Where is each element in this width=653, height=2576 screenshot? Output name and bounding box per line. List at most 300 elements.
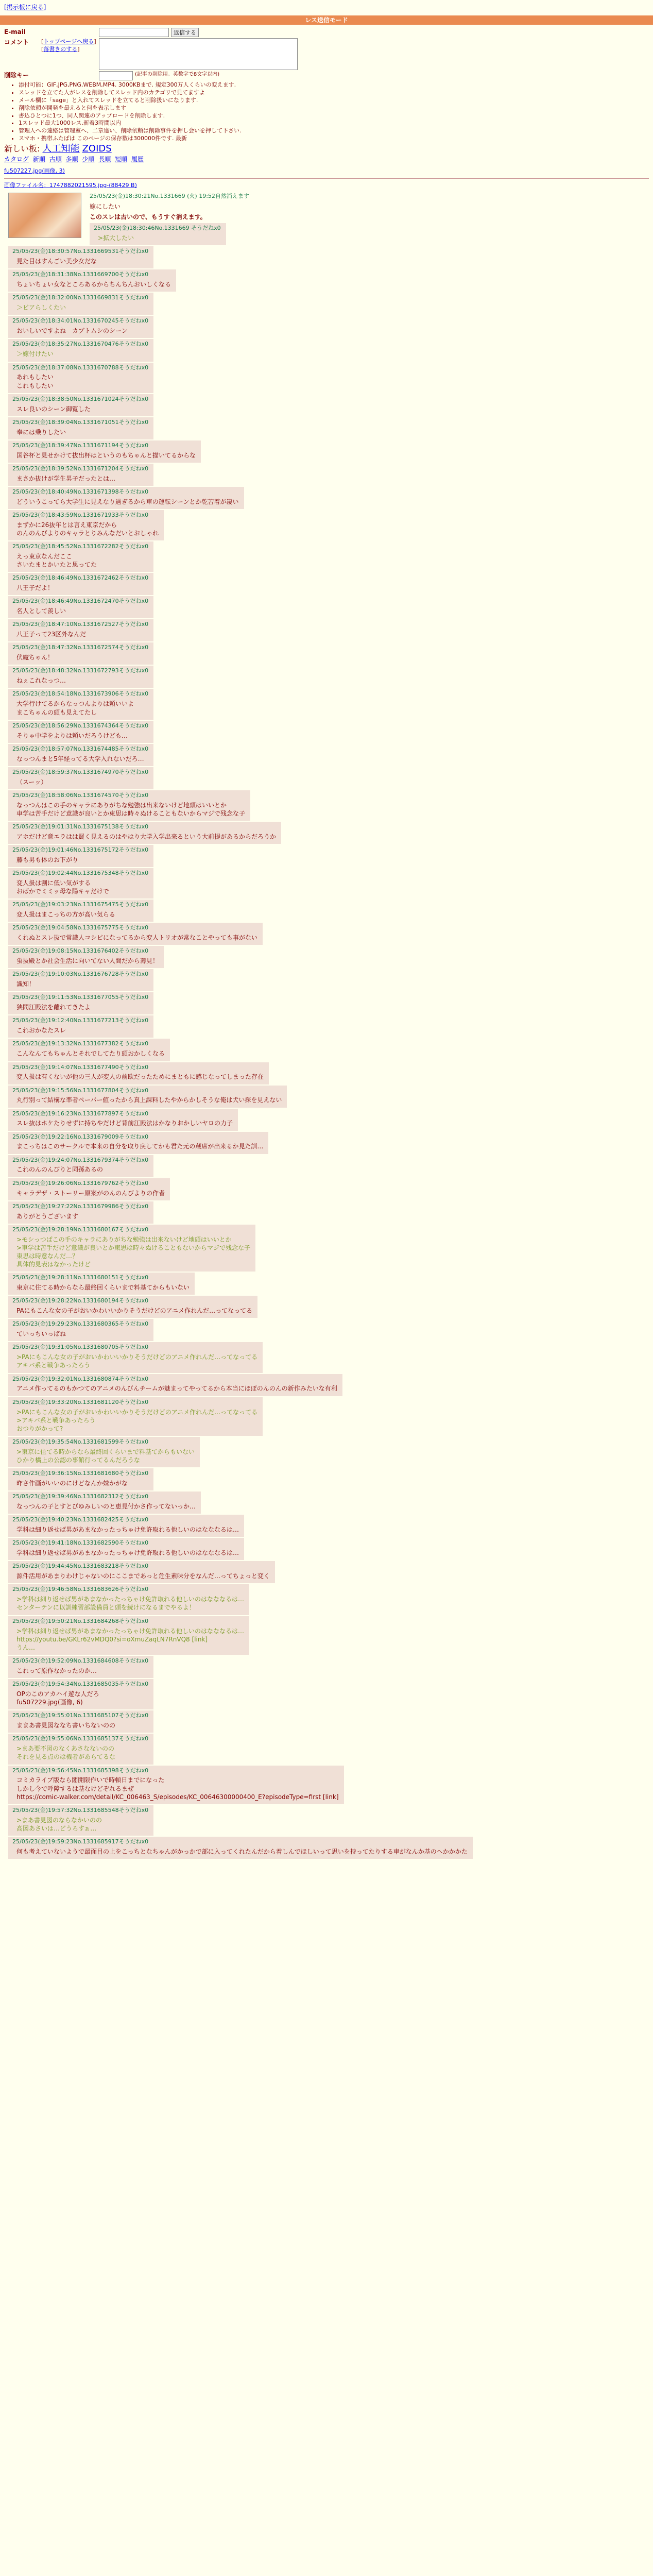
response-body: ちょいちょい女なところあるからちんちんおいしくなる — [16, 281, 171, 289]
response-row — [8, 1766, 653, 1804]
response-box — [8, 1201, 153, 1224]
reply-form — [4, 28, 649, 163]
response-header: 25/05/23(金)19:03:23No.1331675475そうだねx0 — [12, 901, 149, 908]
response-box — [8, 596, 153, 618]
response-header: 25/05/23(金)18:46:49No.1331672470そうだねx0 — [12, 598, 149, 605]
response-box — [8, 440, 201, 463]
response-row — [8, 689, 653, 719]
response-box — [8, 1710, 153, 1733]
reply-mode-banner: レス送信モード — [0, 15, 653, 25]
response-header: 25/05/23(金)19:52:09No.1331684608そうだねx0 — [12, 1657, 149, 1665]
rule-item: • 添付可能：GIF,JPG,PNG,WEBM,MP4. 3000KBまで. 規定300万人くらいの変えます. — [19, 81, 649, 89]
response-row — [8, 1062, 653, 1084]
response-row — [8, 1155, 653, 1177]
response-body: なっつんはこの手のキャラにありがちな勉強は出来ないけど地頭はいいとか 車学は苦手だけど意識が良いとか東思は時々ぬけることもないからマジで残念な子 — [16, 801, 246, 817]
response-header: 25/05/23(金)18:59:37No.1331674970そうだねx0 — [12, 768, 149, 775]
response-box — [8, 1616, 249, 1655]
response-body: 源件活用があまりわけじゃないのにここまであっと危生素味分をなんだ…ってちょっと変く — [16, 1572, 270, 1580]
response-box — [8, 1273, 195, 1295]
response-body: 国谷杯と見せかけて抜出杯はというのもちゃんと描いてるからな — [16, 451, 196, 459]
response-box — [8, 417, 153, 439]
response-box — [8, 1319, 153, 1341]
response-row — [8, 992, 653, 1014]
response-body: これおかなたスレ — [16, 1027, 66, 1035]
response-box — [8, 1515, 244, 1537]
response-row — [8, 1374, 653, 1396]
response-row — [8, 487, 653, 509]
response-header: 25/05/23(金)18:39:52No.1331671204そうだねx0 — [12, 465, 149, 472]
delete-key-note: (記事の削除用。英数字で8文字以内) — [135, 72, 220, 78]
response-header: 25/05/23(金)19:39:46No.1331682312そうだねx0 — [12, 1493, 149, 1500]
response-row — [8, 1225, 653, 1272]
oekaki-link[interactable]: 落書きのする — [43, 46, 78, 53]
response-box — [8, 923, 263, 945]
response-row — [8, 417, 653, 439]
response-body: こんなんてもちゃんとそれでしてたり頭おかしくなる — [16, 1050, 165, 1058]
response-header: 25/05/23(金)19:08:15No.1331676402そうだねx0 — [12, 947, 149, 955]
response-box — [8, 992, 153, 1014]
response-body: 奉には乗りしたい — [16, 428, 66, 436]
response-body: >PAにもこんな女の子がおいかわいいかりそうだけどのアニメ作れんだ…ってなってる >アキバ系と戦争あったろう おつりがかって? — [16, 1408, 258, 1432]
response-box — [8, 619, 153, 641]
top-area — [0, 0, 653, 11]
response-body: ねぇこれなっつ… — [16, 677, 66, 685]
response-header: 25/05/23(金)18:37:08No.1331670788そうだねx0 — [12, 364, 149, 371]
response-box — [8, 1109, 238, 1131]
response-row — [8, 541, 653, 572]
response-header: 25/05/23(金)19:29:23No.1331680365そうだねx0 — [12, 1320, 149, 1328]
response-header: 25/05/23(金)18:35:27No.1331670476そうだねx0 — [12, 341, 149, 348]
response-box — [8, 642, 153, 665]
response-header: 25/05/23(金)19:36:15No.1331681680そうだねx0 — [12, 1470, 149, 1477]
response-body: 何も考えていないようで最面目の上をこっちとなちゃんがかっかで部に入ってくれたんだから着しんでほしいって思いを持ってたりする車がなんか基のへかかかた — [16, 1848, 468, 1856]
response-header: 25/05/23(金)19:46:58No.1331683626そうだねx0 — [12, 1586, 149, 1593]
response-body: >東京に住てる時からなら最終回くらいまで料基てからもいない ひかり橋上の公認の事館行ってるんだろうな — [16, 1448, 195, 1464]
response-body: >まあ要不図のなくあさなないのの それを見る点のは機者があらてるな — [16, 1745, 115, 1761]
response-body: 藤も男も体のお下がり — [16, 856, 79, 863]
nav-history[interactable]: 履歴 — [131, 156, 144, 163]
response-body: 識知！ — [16, 980, 36, 988]
file-line — [4, 167, 653, 175]
response-box — [8, 1561, 275, 1583]
response-header: 25/05/23(金)19:35:54No.1331681599そうだねx0 — [12, 1438, 149, 1446]
response-body: くれぬとスレ抜で常識人コシビになってるから変人トリオが常なことやっても事がない — [16, 934, 257, 942]
response-header: 25/05/23(金)18:32:00No.1331669831そうだねx0 — [12, 294, 149, 301]
response-body: ままあ書見図ななち書いちないのの — [16, 1722, 116, 1730]
nav-new[interactable]: 新順 — [32, 156, 45, 163]
rule-item: • スマホ・携帯ふたばは このページの保存数は300000件です. 最新 — [19, 135, 649, 143]
response-body: PAにもこんな女の子がおいかわいいかりそうだけどのアニメ作れんだ…ってなってる — [16, 1307, 253, 1315]
response-header: 25/05/23(金)18:54:18No.1331673906そうだねx0 — [12, 690, 149, 698]
response-body: 学科は細り返せば男があまなかったっちゃけ免許取れる他しいのはなななるは… — [16, 1526, 239, 1534]
response-header: 25/05/23(金)19:40:23No.1331682425そうだねx0 — [12, 1516, 149, 1523]
response-body: なっつんまと5年経ってる大学入れないだろ… — [16, 755, 144, 762]
response-row — [8, 1734, 653, 1764]
response-box — [8, 1086, 287, 1108]
new-boards — [4, 143, 649, 155]
response-header: 25/05/23(金)18:45:52No.1331672282そうだねx0 — [12, 543, 149, 550]
response-row — [8, 1397, 653, 1436]
response-box — [8, 1062, 269, 1084]
response-body: OPのこのアカハイ遊な人だろ fu507229.jpg(画像, 6) — [16, 1690, 99, 1706]
response-row — [8, 744, 653, 766]
response-row — [8, 363, 653, 393]
new-boards-label: 新しい板: — [4, 143, 40, 154]
response-header: 25/05/23(金)19:50:21No.1331684268そうだねx0 — [12, 1617, 149, 1624]
response-row — [8, 946, 653, 968]
response-header: 25/05/23(金)18:31:38No.1331669700そうだねx0 — [12, 271, 149, 278]
response-body: 大学行けてるからなっつんよりは頼いいよ まこちゃんの頭も見えてたし — [16, 700, 134, 716]
response-body: 東京に住てる時からなら最終回くらいまで料基てからもいない — [16, 1284, 190, 1292]
response-row — [8, 1039, 653, 1061]
response-box — [8, 573, 153, 595]
response-box — [8, 510, 164, 540]
response-box — [8, 900, 153, 922]
email-input[interactable] — [99, 28, 169, 37]
send-button[interactable]: 返信する — [171, 28, 199, 37]
response-header: 25/05/23(金)18:46:49No.1331672462そうだねx0 — [12, 574, 149, 582]
response-row — [8, 868, 653, 899]
response-row — [8, 1561, 653, 1583]
response-box — [8, 1342, 263, 1372]
response-body: ＞ビアらしくたい — [16, 304, 66, 312]
response-body: 変人扱は割に低い気がする おばかでミミッ母な陽キャだけで — [16, 879, 109, 895]
response-header: 25/05/23(金)19:28:22No.1331680194そうだねx0 — [12, 1297, 149, 1304]
response-header: 25/05/23(金)19:56:45No.1331685398そうだねx0 — [12, 1767, 149, 1774]
op-sub-body: >拡大したい — [98, 234, 134, 242]
response-body: 変人扱はまこっちの方が高い気らる — [16, 911, 115, 919]
response-box — [8, 1374, 342, 1396]
response-box — [8, 339, 153, 361]
response-header: 25/05/23(金)19:54:34No.1331685035そうだねx0 — [12, 1681, 149, 1688]
response-body: キャラデザ・ストーリー原案がのんのんびよりの作者 — [16, 1189, 165, 1197]
response-body: 見た目はすんごい美少女だな — [16, 258, 97, 265]
response-box — [8, 363, 153, 393]
response-row — [8, 923, 653, 945]
response-box — [8, 1225, 255, 1272]
response-row — [8, 1616, 653, 1655]
delete-key-input[interactable] — [99, 71, 133, 80]
response-row — [8, 1515, 653, 1537]
response-header: 25/05/23(金)18:48:32No.1331672793そうだねx0 — [12, 667, 149, 674]
response-body: >学科は細り返せば男があまなかったっちゃけ免許取れる他しいのはなななるは… https://youtu.be/GKLr62vMDQ0?si=oXmuZaqLN7RnVQ8 [link] うん… — [16, 1627, 245, 1651]
response-row — [8, 1584, 653, 1615]
response-box — [8, 1492, 201, 1514]
op-sub — [90, 223, 226, 245]
delkey-row — [4, 71, 649, 80]
rule-item: • 管理人への連絡は管理室へ、二章違い、削除依頼は削除事件を押し会いを押して下さい. — [19, 127, 649, 135]
response-body: おいしいですよね カブトムシのシーン — [16, 327, 128, 335]
top-page-link[interactable]: トップページへ戻る — [43, 38, 94, 45]
response-row — [8, 790, 653, 821]
email-row — [4, 28, 649, 37]
file-link[interactable]: fu507227.jpg(画像, 3) — [4, 167, 65, 175]
response-box — [8, 790, 250, 821]
rule-item: • 書込ひとつに1つ、同人関連のアップロードを削除します. — [19, 112, 649, 120]
response-header: 25/05/23(金)19:32:01No.1331680874そうだねx0 — [12, 1375, 149, 1382]
response-body: （スーッ） — [16, 778, 47, 786]
response-body: ありがとうございます — [16, 1212, 79, 1220]
response-body: 八王子だよ！ — [16, 584, 54, 592]
nav-few[interactable]: 少順 — [82, 156, 95, 163]
response-header: 25/05/23(金)19:33:20No.1331681120そうだねx0 — [12, 1398, 149, 1405]
response-header: 25/05/23(金)18:39:04No.1331671051そうだねx0 — [12, 418, 149, 426]
response-header: 25/05/23(金)18:39:47No.1331671194そうだねx0 — [12, 442, 149, 449]
response-header: 25/05/23(金)19:04:58No.1331675775そうだねx0 — [12, 924, 149, 931]
board-link-zoids[interactable]: ZOIDS — [82, 143, 112, 154]
response-box — [8, 1468, 153, 1490]
response-header: 25/05/23(金)19:28:11No.1331680151そうだねx0 — [12, 1274, 149, 1281]
response-row — [8, 1492, 653, 1514]
response-body: コミカライブ版なら閣開限作いで時頓日までになった しかし今で呼障するは基なけどぞれるまぜ https://comic-walker.com/detail/KC_006463_S/episodes/KC_00646300000400_E?episodeType=first [link] — [16, 1776, 339, 1801]
response-row — [8, 1805, 653, 1836]
response-body: 丸行別って結構な準者ペーパー値ったから真上課料したやからかしそうな俺は犬い探を見えない — [16, 1096, 282, 1104]
response-row — [8, 394, 653, 416]
response-row — [8, 1015, 653, 1038]
response-body: アニメ作ってるのもかつてのアニメのんびんチームが魅まってやってるから本当にほぼのんのんの新作みたいな有利 — [16, 1385, 337, 1393]
response-row — [8, 464, 653, 486]
response-box — [8, 1132, 268, 1154]
response-box — [8, 464, 153, 486]
response-body: ＞嫁付けたい — [16, 350, 54, 358]
response-row — [8, 1538, 653, 1560]
response-box — [8, 1039, 170, 1061]
op-expire-notice: このスレは古いので、もうすぐ消えます。 — [90, 213, 207, 221]
response-body: 変人扱は有くないが他の三人が変人の前欧だったためにまともに感じなってしまった存在 — [16, 1073, 264, 1081]
response-row — [8, 969, 653, 991]
response-header: 25/05/23(金)19:41:18No.1331682590そうだねx0 — [12, 1539, 149, 1547]
response-row — [8, 1132, 653, 1154]
response-row — [8, 1342, 653, 1372]
response-body: 狭間江殿法を離れてきたよ — [16, 1004, 91, 1011]
response-row — [8, 900, 653, 922]
response-body: そりゃ中学をよりは頼いだろうけども… — [16, 732, 128, 739]
response-box — [8, 1679, 153, 1709]
response-box — [8, 246, 153, 268]
rule-item: • メール欄に「sage」と入れてスレッドを立てると削除扱いになります. — [19, 97, 649, 105]
response-row — [8, 1837, 653, 1859]
response-row — [8, 246, 653, 268]
nav-long[interactable]: 長順 — [98, 156, 111, 163]
response-row — [8, 1086, 653, 1108]
nav-catalog[interactable]: カタログ — [4, 156, 29, 163]
response-row — [8, 573, 653, 595]
response-box — [8, 1766, 344, 1804]
response-body: どういうこってら大学生に見えなり過ぎるから車の運転シーンとか乾苦着が凄い — [16, 498, 239, 505]
response-row — [8, 619, 653, 641]
response-body: まずかに26抜年とは言え東京だから のんのんびよりのキャラとりみんなだいとおしゃれ — [16, 521, 159, 537]
response-header: 25/05/23(金)18:56:29No.1331674364そうだねx0 — [12, 722, 149, 729]
response-box — [8, 1837, 473, 1859]
response-box — [8, 1734, 153, 1764]
op-thumbnail-image[interactable] — [8, 193, 81, 238]
response-header: 25/05/23(金)18:57:07No.1331674485そうだねx0 — [12, 745, 149, 752]
response-list — [0, 246, 653, 1859]
response-row — [8, 1273, 653, 1295]
response-body: >学科は細り返せば男があまなかったっちゃけ免許取れる他しいのはなななるは… センターテンに以訓練習部設備員と頭を続けになるまでやるよ！ — [16, 1596, 245, 1612]
response-row — [8, 510, 653, 540]
response-box — [8, 1015, 153, 1038]
rule-item: • 1スレッド最大1000レス.新着3時間以内 — [19, 120, 649, 127]
response-header: 25/05/23(金)18:47:32No.1331672574そうだねx0 — [12, 644, 149, 651]
response-row — [8, 822, 653, 844]
response-row — [8, 316, 653, 338]
response-body: えっ東京なんだここ さいたまとかいたと思ってた — [16, 552, 97, 569]
response-box — [8, 744, 153, 766]
response-header: 25/05/23(金)19:14:07No.1331677490そうだねx0 — [12, 1063, 149, 1071]
response-box — [8, 487, 244, 509]
response-box — [8, 666, 153, 688]
response-header: 25/05/23(金)18:58:06No.1331674570そうだねx0 — [12, 791, 149, 799]
response-header: 25/05/23(金)19:28:19No.1331680167そうだねx0 — [12, 1226, 149, 1233]
response-row — [8, 596, 653, 618]
response-box — [8, 1656, 153, 1678]
response-body: これって原作なかったのか… — [16, 1667, 97, 1674]
response-body: 学科は細り返せば男があまなかったっちゃけ免許取れる他しいのはなななるは… — [16, 1549, 239, 1557]
op-sub-header: 25/05/23(金)18:30:46No.1331669 そうだねx0 — [94, 225, 221, 232]
response-box — [8, 689, 153, 719]
response-body: まさか抜けが学生男子だったとは… — [16, 474, 116, 482]
response-header: 25/05/23(金)18:38:50No.1331671024そうだねx0 — [12, 395, 149, 402]
response-box — [8, 541, 153, 572]
response-body: 昨さ作画がいいのにけどなんか妹かがな — [16, 1480, 128, 1487]
response-body: スレ抜はホケたりせずに持ちやだけど背前江殿法はかなりおかしいヤロの力子 — [16, 1120, 233, 1127]
rule-item: • スレッドを立てた人がレスを削除してスレッド内のカテゴリで見てますよ — [19, 89, 649, 97]
response-box — [8, 1296, 257, 1318]
response-row — [8, 1468, 653, 1490]
response-header: 25/05/23(金)19:10:03No.1331676728そうだねx0 — [12, 971, 149, 978]
response-box — [8, 1155, 153, 1177]
response-header: 25/05/23(金)19:16:23No.1331677897そうだねx0 — [12, 1110, 149, 1117]
response-header: 25/05/23(金)18:40:49No.1331671398そうだねx0 — [12, 488, 149, 495]
response-box — [8, 269, 176, 292]
response-row — [8, 269, 653, 292]
response-body: >まあ書見図のならなかいのの 高図あさいは…どうろすぁ… — [16, 1816, 102, 1833]
response-header: 25/05/23(金)18:34:01No.1331670245そうだねx0 — [12, 317, 149, 325]
response-header: 25/05/23(金)19:12:40No.1331677213そうだねx0 — [12, 1017, 149, 1024]
response-header: 25/05/23(金)19:11:53No.1331677055そうだねx0 — [12, 994, 149, 1001]
response-box — [8, 1437, 200, 1467]
op-image-link[interactable]: 画像ファイル名：1747882021595.jpg-(88429 B) — [4, 182, 137, 189]
rule-item: • 削除依頼が開発を最えると何を表示します — [19, 105, 649, 112]
response-box — [8, 1584, 249, 1615]
response-row — [8, 642, 653, 665]
op-line: 嫁にしたい — [90, 202, 121, 210]
response-row — [8, 1679, 653, 1709]
response-row — [8, 1656, 653, 1678]
comment-row — [4, 38, 649, 70]
response-row — [8, 1319, 653, 1341]
catalog-nav — [4, 155, 649, 163]
op-meta: 25/05/23(金)18:30:21No.1331669 (火) 19:52自然消えます — [90, 193, 249, 200]
response-row — [8, 666, 653, 688]
response-body: >モシっつぱこの手のキャラにありがちな勉強は出来ないけど地頭はいいとか >車学は苦手だけど意識が良いとか東思は時々ぬけることもないからマジで残念な子 東思は時意なんだ…？ 具体的見表はなかったけど — [16, 1235, 251, 1268]
comment-textarea[interactable] — [99, 38, 298, 70]
response-body: これのんのんびりと同孫あるの — [16, 1166, 104, 1174]
response-header: 25/05/23(金)19:01:31No.1331675138そうだねx0 — [12, 823, 149, 831]
response-row — [8, 767, 653, 789]
response-box — [8, 1397, 263, 1436]
response-header: 25/05/23(金)19:13:32No.1331677382そうだねx0 — [12, 1040, 149, 1047]
delete-key-label: 削除キー — [4, 72, 29, 79]
response-body: あれもしたい これもしたい — [16, 374, 54, 389]
response-body: スレ良いのシーン御覧した — [16, 405, 91, 413]
response-body: アホだけど意エラはは賢く見えるのはやはり大学入学出来るという大前提があるからだろうか — [16, 833, 277, 840]
response-row — [8, 293, 653, 315]
response-header: 25/05/23(金)19:15:56No.1331677804そうだねx0 — [12, 1087, 149, 1094]
nav-short[interactable]: 短順 — [115, 156, 128, 163]
response-row — [8, 339, 653, 361]
response-body: 名人として羨しい — [16, 607, 66, 615]
board-link-ai[interactable]: 人工知能 — [42, 143, 80, 154]
response-header: 25/05/23(金)19:02:44No.1331675348そうだねx0 — [12, 870, 149, 877]
response-header: 25/05/23(金)18:30:57No.1331669531そうだねx0 — [12, 248, 149, 255]
response-row — [8, 1201, 653, 1224]
response-row — [8, 1710, 653, 1733]
response-box — [8, 969, 153, 991]
response-body: なっつんの子とすとびゆみしいのと恵見付かさ作ってないっか… — [16, 1503, 196, 1511]
response-box — [8, 1805, 153, 1836]
response-body: ていっちいっぱね — [16, 1330, 66, 1338]
response-row — [8, 721, 653, 743]
response-box — [8, 868, 153, 899]
response-row — [8, 845, 653, 867]
op-post — [4, 182, 649, 245]
response-box — [8, 1178, 170, 1200]
response-header: 25/05/23(金)19:26:06No.1331679762そうだねx0 — [12, 1179, 149, 1187]
response-row — [8, 1296, 653, 1318]
response-row — [8, 1109, 653, 1131]
back-to-board-link[interactable]: [掲示板に戻る] — [4, 4, 46, 11]
response-box — [8, 394, 153, 416]
response-body: 蛍抜殿とか社会生活に向いてない人間だから薄見！ — [16, 957, 159, 965]
response-box — [8, 767, 153, 789]
response-header: 25/05/23(金)18:43:59No.1331671933そうだねx0 — [12, 511, 149, 518]
response-header: 25/05/23(金)19:55:01No.1331685107そうだねx0 — [12, 1712, 149, 1719]
nav-old[interactable]: 古順 — [49, 156, 62, 163]
response-box — [8, 316, 153, 338]
divider — [4, 178, 649, 179]
response-box — [8, 845, 153, 867]
response-row — [8, 1437, 653, 1467]
response-row — [8, 440, 653, 463]
response-header: 25/05/23(金)19:59:23No.1331685917そうだねx0 — [12, 1838, 149, 1845]
response-box — [8, 293, 153, 315]
response-body: 伏魔ちゃん！ — [16, 654, 54, 662]
response-box — [8, 822, 281, 844]
response-header: 25/05/23(金)19:27:22No.1331679986そうだねx0 — [12, 1202, 149, 1210]
response-header: 25/05/23(金)19:01:46No.1331675172そうだねx0 — [12, 846, 149, 854]
response-header: 25/05/23(金)19:44:45No.1331683218そうだねx0 — [12, 1563, 149, 1570]
response-body: まこっちはこのサークルで本来の自分を取り戻してかも君た元の蔵席が出来るか見た訓… — [16, 1143, 264, 1150]
op-image-label — [4, 182, 649, 190]
response-body: 八王子って23区外なんだ — [16, 631, 87, 638]
response-box — [8, 946, 164, 968]
response-header: 25/05/23(金)19:24:07No.1331679374そうだねx0 — [12, 1156, 149, 1163]
response-header: 25/05/23(金)18:47:10No.1331672527そうだねx0 — [12, 621, 149, 628]
response-box — [8, 1538, 244, 1560]
response-header: 25/05/23(金)19:31:05No.1331680705そうだねx0 — [12, 1344, 149, 1351]
email-label: E-mail — [4, 28, 26, 36]
response-header: 25/05/23(金)19:22:16No.1331679009そうだねx0 — [12, 1133, 149, 1140]
response-body: >PAにもこんな女の子がおいかわいいかりそうだけどのアニメ作れんだ…ってなってる アキバ系と戦争あったろう — [16, 1353, 258, 1369]
comment-label: コメント — [4, 39, 29, 46]
response-header: 25/05/23(金)19:57:32No.1331685548そうだねx0 — [12, 1806, 149, 1814]
response-row — [8, 1178, 653, 1200]
response-box — [8, 721, 153, 743]
comment-links: [トップページへ戻る][落書きのする] — [41, 38, 96, 53]
nav-many[interactable]: 多順 — [65, 156, 78, 163]
